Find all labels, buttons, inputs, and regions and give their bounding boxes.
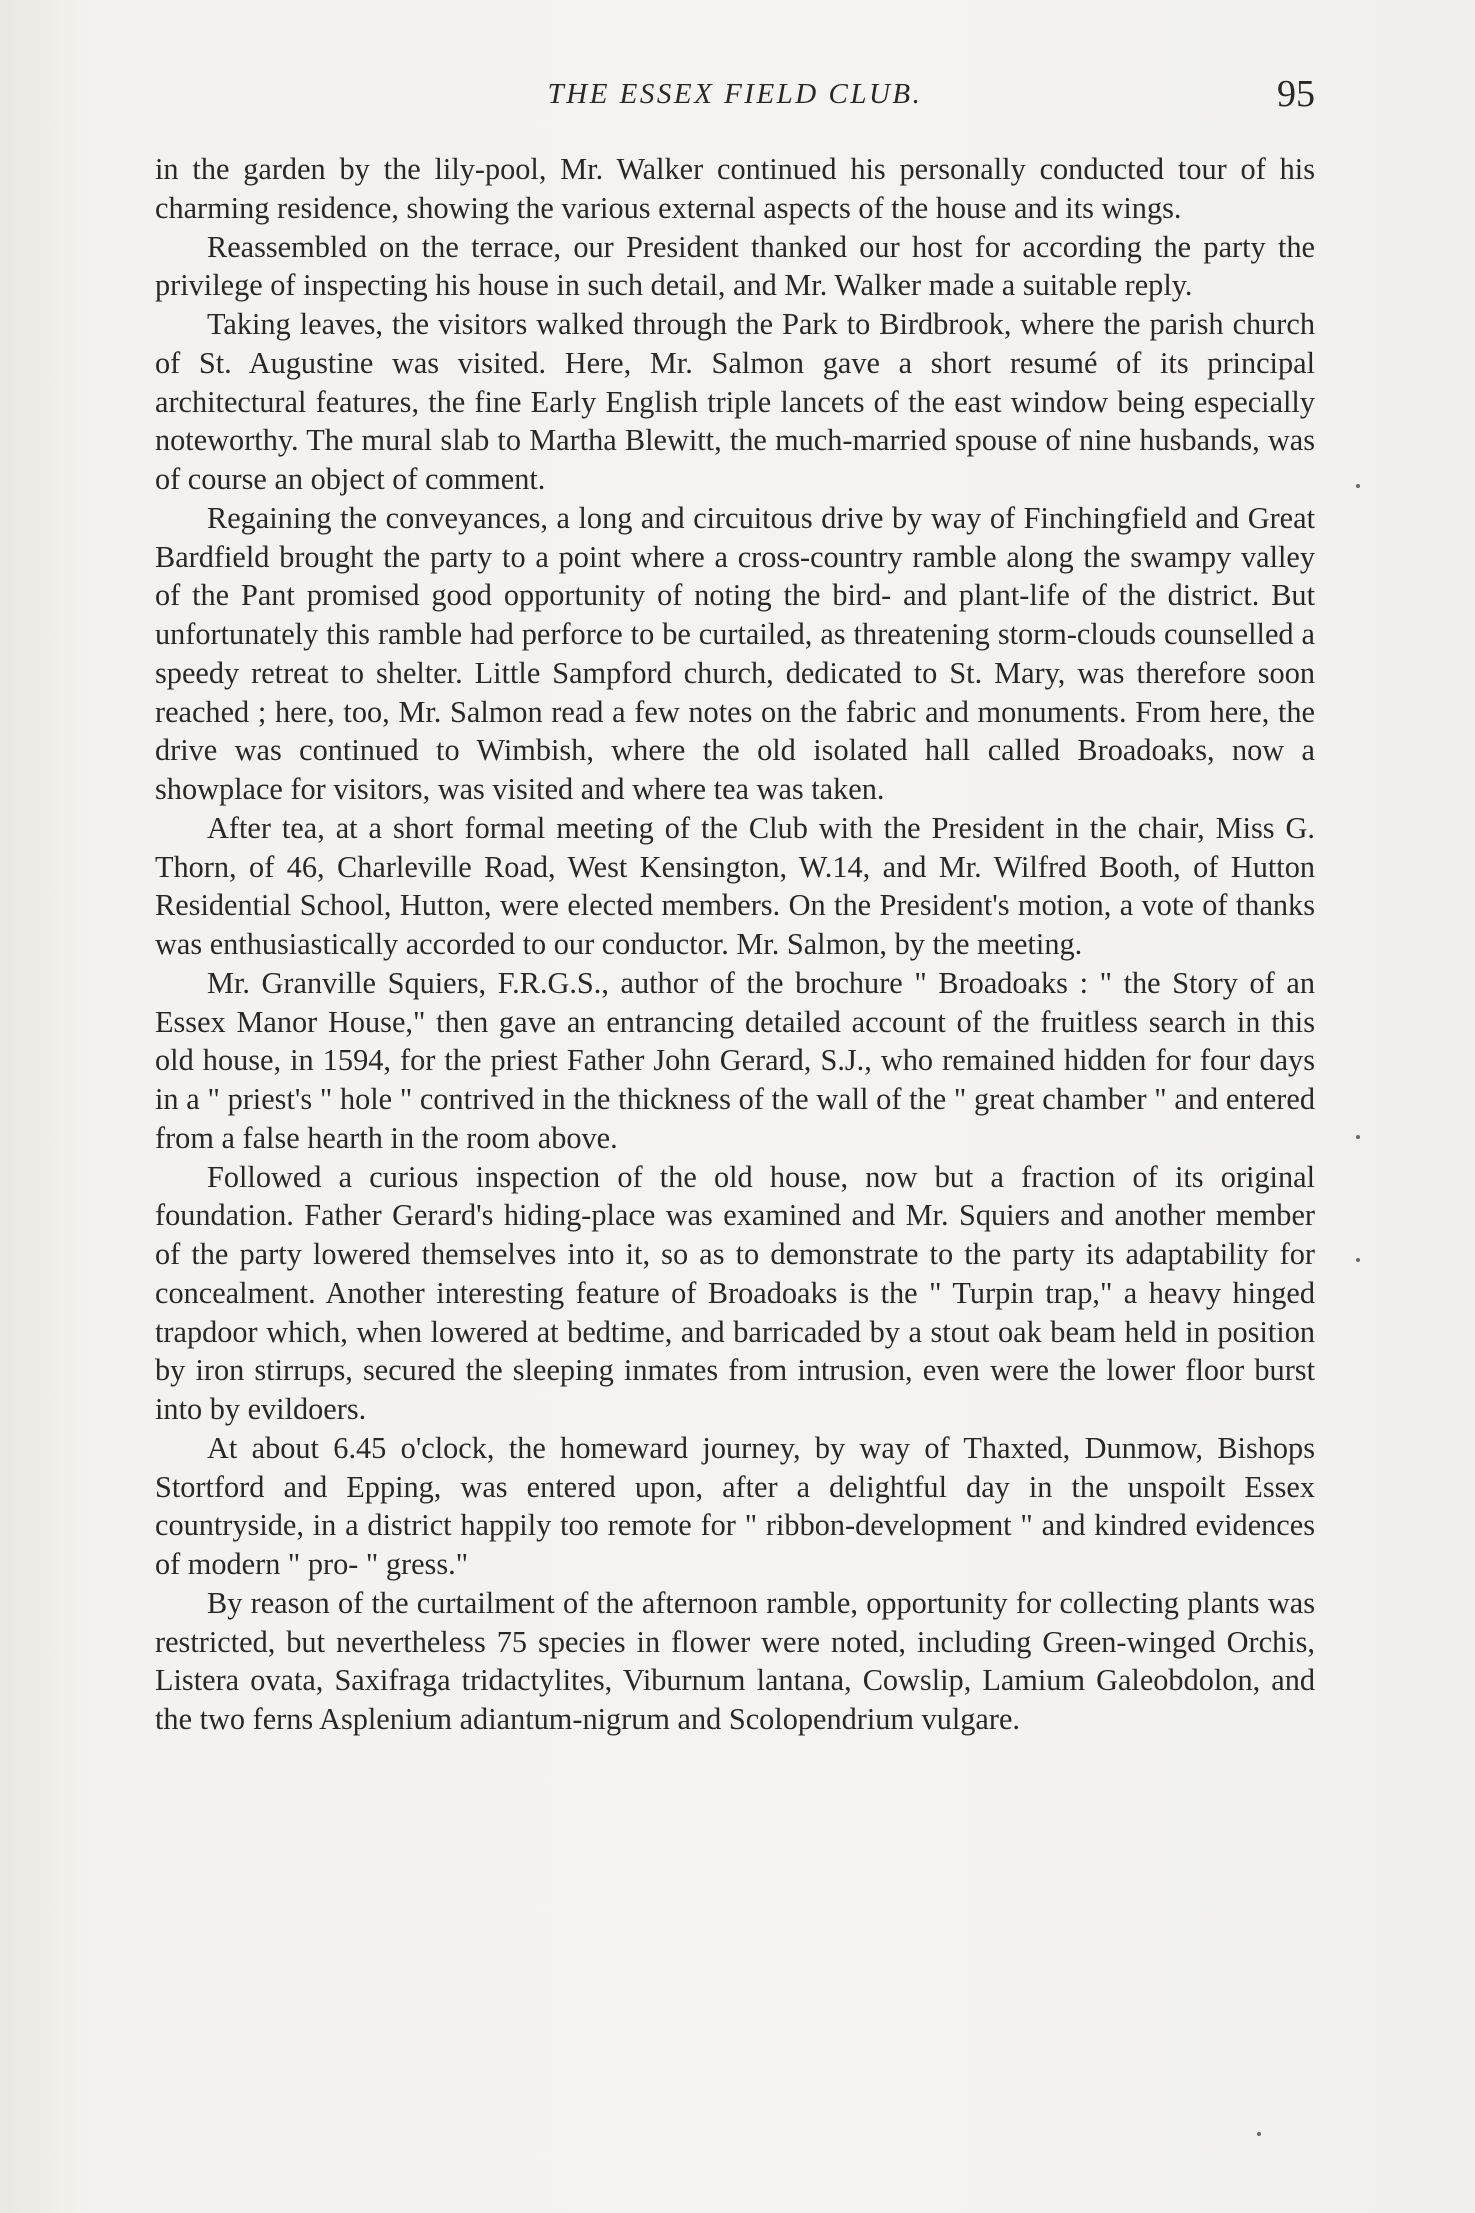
ink-speck bbox=[1257, 2132, 1261, 2136]
paragraph: Followed a curious inspection of the old house, now but a fraction of its original foundation. Father Gerard's hiding-place was examined and Mr. Squiers and another member of the party lowered themselves into it, so as to demonstrate to the party its adaptability for concealment. Another interesting feature of Broadoaks is the " Turpin trap," a heavy hinged trapdoor which, when lowered at bedtime, and barricaded by a stout oak beam held in position by iron stirrups, secured the sleeping inmates from intrusion, even were the lower floor burst into by evildoers. bbox=[155, 1159, 1315, 1426]
ink-speck bbox=[1356, 1135, 1360, 1139]
paragraph: By reason of the curtailment of the afternoon ramble, opportunity for collecting plants was restricted, but nevertheless 75 species in flower were noted, including Green-winged Orchis, Listera ovata, Saxifraga tridactylites, Viburnum lantana, Cowslip, Lamium Galeobdolon, and the two ferns Asplenium adiantum-nigrum and Scolopendrium vulgare. bbox=[155, 1585, 1315, 1736]
paragraph: At about 6.45 o'clock, the homeward journey, by way of Thaxted, Dunmow, Bishops Stortford and Epping, was entered upon, after a delightful day in the unspoilt Essex countryside, in a district happily too remote for " ribbon-development " and kindred evidences of modern " pro- " gress." bbox=[155, 1430, 1315, 1581]
body-text bbox=[155, 150, 1315, 1739]
paragraph: Regaining the conveyances, a long and circuitous drive by way of Finchingfield and Great Bardfield brought the party to a point where a cross-country ramble along the swampy valley of the Pant promised good opportunity of noting the bird- and plant-life of the district. But unfortunately this ramble had perforce to be curtailed, as threatening storm-clouds counselled a speedy retreat to shelter. Little Sampford church, dedicated to St. Mary, was therefore soon reached ; here, too, Mr. Salmon read a few notes on the fabric and monuments. From here, the drive was continued to Wimbish, where the old isolated hall called Broadoaks, now a showplace for visitors, was visited and where tea was taken. bbox=[155, 500, 1315, 806]
page-number: 95 bbox=[1277, 73, 1315, 115]
paragraph: in the garden by the lily-pool, Mr. Walker continued his personally conducted tour of his charming residence, showing the various external aspects of the house and its wings. bbox=[155, 152, 1315, 225]
paragraph: Taking leaves, the visitors walked through the Park to Birdbrook, where the parish church of St. Augustine was visited. Here, Mr. Salmon gave a short resumé of its principal architectural features, the fine Early English triple lancets of the east window being especially noteworthy. The mural slab to Martha Blewitt, the much-married spouse of nine husbands, was of course an object of comment. bbox=[155, 307, 1315, 496]
ink-speck bbox=[1356, 1258, 1360, 1262]
paragraph: After tea, at a short formal meeting of the Club with the President in the chair, Miss G. Thorn, of 46, Charleville Road, West Kensington, W.14, and Mr. Wilfred Booth, of Hutton Residential School, Hutton, were elected members. On the President's motion, a vote of thanks was enthusiastically accorded to our conductor. Mr. Salmon, by the meeting. bbox=[155, 810, 1315, 961]
running-head: THE ESSEX FIELD CLUB. bbox=[547, 78, 923, 110]
paragraph: Mr. Granville Squiers, F.R.G.S., author of the brochure " Broadoaks : " the Story of an Essex Manor House," then gave an entrancing detailed account of the fruitless search in this old house, in 1594, for the priest Father John Gerard, S.J., who remained hidden for four days in a " priest's " hole " contrived in the thickness of the wall of the " great chamber " and entered from a false hearth in the room above. bbox=[155, 965, 1315, 1155]
paragraph: Reassembled on the terrace, our President thanked our host for according the party the privilege of inspecting his house in such detail, and Mr. Walker made a suitable reply. bbox=[155, 229, 1315, 303]
ink-speck bbox=[1356, 484, 1360, 488]
page-header bbox=[155, 72, 1315, 122]
